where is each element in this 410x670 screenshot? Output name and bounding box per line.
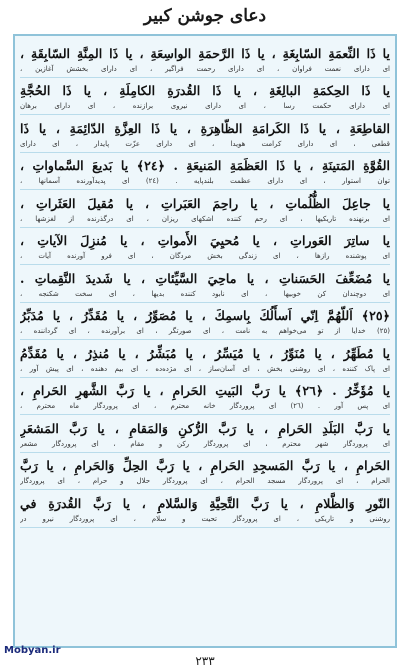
arabic-text: ﴿٢٥﴾ اَللّهُمَّ اِنّي اَسأَلُكَ بِاسمِكَ ، يا مُصَوِّرُ ، يا مُقَدِّرُ ، يا مُدَبِّرُ [20, 308, 390, 324]
arabic-text: يا ذَا الحِكمَةِ البالِغَةِ ، يا ذَا القُدرَةِ الكامِلَةِ ، يا ذَا الحُجَّةِ [20, 83, 390, 99]
prayer-lines [20, 40, 390, 528]
prayer-line [20, 303, 390, 341]
watermark: Mobyan.ir [4, 645, 61, 656]
prayer-line [20, 340, 390, 378]
prayer-line [20, 415, 390, 453]
persian-translation: ای دارای نعمت فراوان ، ای دارای رحمت فراگیر ، ای دارای بخشش آغازین ، [20, 64, 390, 73]
arabic-text: يا ساتِرَ العَوراتِ ، يا مُحيِيَ الأَمواتِ ، يا مُنزِلَ الآياتِ ، [20, 233, 390, 249]
persian-translation: ای دارای حکمت رسا ، ای دارای نیروی برازنده ، ای دارای برهان [20, 102, 390, 111]
prayer-line [20, 378, 390, 416]
persian-translation: ای برنهنده تاریکیها ، ای رحم کننده اشکهای ریزان ، ای درگذرنده از لغزشها ، [20, 214, 390, 223]
prayer-line [20, 228, 390, 266]
arabic-text: يا مُطَهِّرُ ، يا مُنَوِّرُ ، يا مُيَسِّرُ ، يا مُبَشِّرُ ، يا مُنذِرُ ، يا مُقَدِّمُ [20, 345, 390, 361]
persian-translation: توان استوار ، ای دارای عظمت بلندپایه . (٢٤) ای پدیدآورنده آسمانها ، [20, 177, 390, 186]
page-number: ٢٣٣ [195, 654, 215, 668]
persian-translation: ای پروردگار شهر محترم ، ای پروردگار رکن و مقام ، ای پروردگار مشعر [20, 439, 390, 448]
arabic-text: الحَرامِ ، يا رَبَّ المَسجِدِ الحَرامِ ، يا رَبَّ الحِلِّ وَالحَرامِ ، يا رَبَّ [20, 458, 390, 474]
arabic-text: القاطِعَةِ ، يا ذَا الكَرامَةِ الظّاهِرَةِ ، يا ذَا العِزَّةِ الدّائِمَةِ ، يا ذَا [20, 120, 390, 136]
persian-translation: قطعی ، ای دارای کرامت هویدا ، ای دارای عزّت پایدار ، ای دارای [20, 139, 390, 148]
prayer-line [20, 40, 390, 78]
arabic-text: يا مُضَعِّفَ الحَسَناتِ ، يا ماحِيَ السَّيِّئاتِ ، يا شَديدَ النَّقِماتِ . [20, 270, 390, 286]
prayer-line [20, 490, 390, 528]
prayer-line [20, 453, 390, 491]
persian-translation: ای پاک کننده ، ای روشنی بخش ، ای آسان‌ساز ، ای مژده‌ده ، ای بیم دهنده ، ای پیش آور ، [20, 364, 390, 373]
arabic-text: النّورِ وَالظَّلامِ ، يا رَبَّ التَّحِيَّةِ وَالسَّلامِ ، يا رَبَّ القُدرَةِ في [20, 495, 390, 511]
persian-translation: الحرام ، ای پروردگار مسجد الحرام ، ای پروردگار حلال و حرام ، ای پروردگار [20, 477, 390, 486]
persian-translation: روشنی و تاریکی ، ای پروردگار تحیت و سلام ، ای پروردگار نیرو در [20, 514, 390, 523]
prayer-line [20, 265, 390, 303]
persian-translation: ای پوشنده رازها ، ای زندگی بخش مردگان ، ای فرو آورنده آیات ، [20, 252, 390, 261]
arabic-text: القُوَّةِ المَتينَةِ ، يا ذَا العَظَمَةِ المَنيعَةِ . ﴿٢٤﴾ يا بَديعَ السَّماواتِ ، [20, 158, 390, 174]
arabic-text: يا ذَا النِّعمَةِ السّابِغَةِ ، يا ذَا الرَّحمَةِ الواسِعَةِ ، يا ذَا المِنَّةِ السّابِقَةِ ، [20, 45, 390, 61]
prayer-line [20, 190, 390, 228]
prayer-line [20, 153, 390, 191]
arabic-text: يا رَبَّ البَلَدِ الحَرامِ ، يا رَبَّ الرُّكنِ وَالمَقامِ ، يا رَبَّ المَشعَرِ [20, 420, 390, 436]
prayer-line [20, 78, 390, 116]
arabic-text: يا مُؤَخِّرُ . ﴿٢٦﴾ يا رَبَّ البَيتِ الحَرامِ ، يا رَبَّ الشَّهرِ الحَرامِ ، [20, 383, 390, 399]
text-frame [13, 34, 397, 648]
persian-translation: ای پس آور . (٢٦) ای پروردگار خانه محترم ، ای پروردگار ماه محترم ، [20, 402, 390, 411]
persian-translation: ای دوچندان کن خوبیها ، ای نابود کننده بدیها ، ای سخت شکنجه ، [20, 289, 390, 298]
arabic-text: يا جاعِلَ الظُّلُماتِ ، يا راحِمَ العَبَراتِ ، يا مُقيلَ العَثَراتِ ، [20, 195, 390, 211]
persian-translation: (٢٥) خدایا از تو می‌خواهم به نامت ، ای صورتگر ، ای برآورنده ، ای گرداننده ، [20, 327, 390, 336]
prayer-line [20, 115, 390, 153]
page-title: دعای جوشن کبیر [143, 6, 267, 26]
